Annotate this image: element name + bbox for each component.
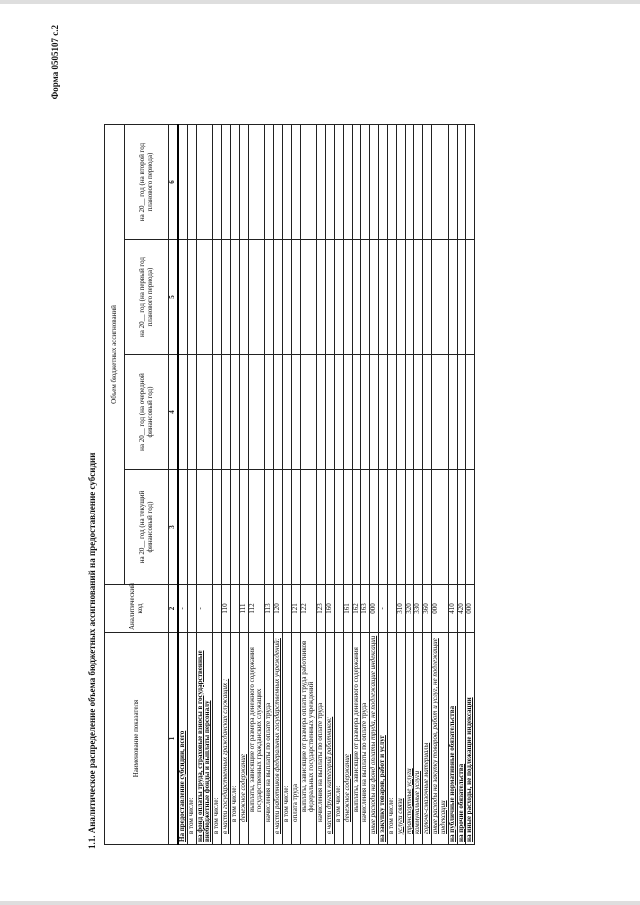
value-cell[interactable] — [432, 124, 449, 239]
table-row — [239, 124, 248, 844]
value-cell[interactable] — [361, 355, 370, 470]
value-cell[interactable] — [448, 124, 457, 239]
row-label: в том числе: — [282, 633, 291, 845]
header-plan-year-2: на 20__ год (на второй год планового периода) — [125, 124, 169, 239]
value-cell[interactable] — [326, 124, 335, 239]
value-cell[interactable] — [352, 355, 361, 470]
row-analytic-code: 163 — [361, 585, 370, 633]
value-cell[interactable] — [414, 124, 423, 239]
value-cell[interactable] — [230, 470, 239, 585]
value-cell[interactable] — [370, 124, 379, 239]
row-label: на публичные нормативные обязательства — [448, 633, 457, 845]
value-cell[interactable] — [239, 470, 248, 585]
form-number-label: Форма 0505107 с.2 — [50, 25, 60, 100]
row-label: в том числе: — [230, 633, 239, 845]
value-cell[interactable] — [213, 240, 222, 355]
value-cell[interactable] — [448, 470, 457, 585]
value-cell[interactable] — [222, 124, 231, 239]
value-cell[interactable] — [222, 470, 231, 585]
value-cell[interactable] — [387, 124, 396, 239]
scan-edge-bottom — [0, 901, 640, 905]
value-cell[interactable] — [213, 470, 222, 585]
row-label: выплаты, зависящие от размера денежного содержания государственных гражданских служащих — [248, 633, 265, 845]
row-analytic-code: 161 — [343, 585, 352, 633]
row-label: начисления на выплаты по оплате труда — [361, 633, 370, 845]
table-row — [274, 124, 283, 844]
value-cell[interactable] — [213, 124, 222, 239]
row-analytic-code: 111 — [239, 585, 248, 633]
value-cell[interactable] — [196, 124, 213, 239]
value-cell[interactable] — [239, 124, 248, 239]
value-cell[interactable] — [178, 240, 187, 355]
value-cell[interactable] — [343, 355, 352, 470]
row-label: в том числе: — [213, 633, 222, 845]
row-label: на фонд оплаты труда, страховые взносы в государственные внебюджетные фонды и выплаты персоналу — [196, 633, 213, 845]
row-analytic-code: 162 — [352, 585, 361, 633]
value-cell[interactable] — [343, 470, 352, 585]
row-label: оплата труда — [291, 633, 300, 845]
value-cell[interactable] — [405, 355, 414, 470]
row-analytic-code — [282, 585, 291, 633]
value-cell[interactable] — [239, 355, 248, 470]
value-cell[interactable] — [466, 470, 475, 585]
value-cell[interactable] — [265, 240, 274, 355]
row-label: выплаты, зависящие от размера денежного содержания — [352, 633, 361, 845]
value-cell[interactable] — [282, 124, 291, 239]
table-row — [230, 124, 239, 844]
row-label: горюче-смазочные материалы — [423, 633, 432, 845]
value-cell[interactable] — [300, 355, 317, 470]
table-row — [282, 124, 291, 844]
value-cell[interactable] — [300, 240, 317, 355]
value-cell[interactable] — [334, 355, 343, 470]
column-number: 2 — [169, 585, 179, 633]
value-cell[interactable] — [334, 124, 343, 239]
value-cell[interactable] — [423, 240, 432, 355]
value-cell[interactable] — [387, 470, 396, 585]
value-cell[interactable] — [352, 470, 361, 585]
value-cell[interactable] — [222, 355, 231, 470]
table-row — [396, 124, 405, 844]
row-analytic-code: 110 — [222, 585, 231, 633]
value-cell[interactable] — [432, 240, 449, 355]
header-analytic-code: Аналитический код — [105, 585, 169, 633]
value-cell[interactable] — [239, 240, 248, 355]
row-label: На предоставление субсидии, всего — [178, 633, 187, 845]
table-row — [248, 124, 265, 844]
row-analytic-code — [387, 585, 396, 633]
table-row — [178, 124, 187, 844]
value-cell[interactable] — [448, 240, 457, 355]
value-cell[interactable] — [230, 124, 239, 239]
value-cell[interactable] — [396, 240, 405, 355]
column-number: 6 — [169, 124, 179, 239]
value-cell[interactable] — [466, 124, 475, 239]
value-cell[interactable] — [317, 124, 326, 239]
value-cell[interactable] — [457, 240, 466, 355]
value-cell[interactable] — [178, 124, 187, 239]
value-cell[interactable] — [274, 355, 283, 470]
table-row — [414, 124, 423, 844]
row-label: в части других категорий работников: — [326, 633, 335, 845]
row-analytic-code: 160 — [326, 585, 335, 633]
table-row — [334, 124, 343, 844]
row-label: транспортные услуги — [405, 633, 414, 845]
value-cell[interactable] — [248, 124, 265, 239]
value-cell[interactable] — [405, 124, 414, 239]
value-cell[interactable] — [187, 470, 196, 585]
row-analytic-code: 310 — [396, 585, 405, 633]
header-plan-year-1: на 20__ год (на первый год планового периода) — [125, 240, 169, 355]
row-analytic-code: - — [196, 585, 213, 633]
table-row — [448, 124, 457, 844]
value-cell[interactable] — [387, 240, 396, 355]
value-cell[interactable] — [457, 355, 466, 470]
value-cell[interactable] — [423, 355, 432, 470]
row-analytic-code: 410 — [448, 585, 457, 633]
row-analytic-code: 000 — [466, 585, 475, 633]
value-cell[interactable] — [291, 355, 300, 470]
table-row — [326, 124, 335, 844]
rotated-form-page — [50, 25, 610, 875]
row-label: иные расходы на закупку товаров, работ и услуг, не подлежащие индексации — [432, 633, 449, 845]
value-cell[interactable] — [326, 355, 335, 470]
value-cell[interactable] — [291, 124, 300, 239]
row-analytic-code — [230, 585, 239, 633]
value-cell[interactable] — [196, 355, 213, 470]
row-analytic-code: 120 — [274, 585, 283, 633]
row-analytic-code: 113 — [265, 585, 274, 633]
row-analytic-code — [187, 585, 196, 633]
row-analytic-code: - — [178, 585, 187, 633]
row-label: начисления на выплаты по оплате труда — [265, 633, 274, 845]
value-cell[interactable] — [274, 240, 283, 355]
table-row — [387, 124, 396, 844]
value-cell[interactable] — [248, 470, 265, 585]
value-cell[interactable] — [317, 355, 326, 470]
value-cell[interactable] — [466, 240, 475, 355]
table-row — [466, 124, 475, 844]
row-analytic-code: 360 — [423, 585, 432, 633]
row-label: на закупку товаров, работ и услуг — [379, 633, 388, 845]
column-number: 3 — [169, 470, 179, 585]
value-cell[interactable] — [396, 124, 405, 239]
value-cell[interactable] — [370, 355, 379, 470]
value-cell[interactable] — [291, 470, 300, 585]
value-cell[interactable] — [379, 355, 388, 470]
table-row — [187, 124, 196, 844]
table-body — [178, 124, 475, 844]
value-cell[interactable] — [334, 470, 343, 585]
column-number: 1 — [169, 633, 179, 845]
column-number: 4 — [169, 355, 179, 470]
table-row — [196, 124, 213, 844]
value-cell[interactable] — [248, 240, 265, 355]
row-label: иные расходы на фонд оплаты труда, не подлежащие индексации — [370, 633, 379, 845]
value-cell[interactable] — [326, 470, 335, 585]
value-cell[interactable] — [361, 470, 370, 585]
value-cell[interactable] — [405, 240, 414, 355]
value-cell[interactable] — [265, 124, 274, 239]
value-cell[interactable] — [222, 240, 231, 355]
row-analytic-code — [334, 585, 343, 633]
value-cell[interactable] — [432, 355, 449, 470]
value-cell[interactable] — [457, 470, 466, 585]
value-cell[interactable] — [448, 355, 457, 470]
value-cell[interactable] — [379, 240, 388, 355]
value-cell[interactable] — [282, 470, 291, 585]
row-analytic-code: 121 — [291, 585, 300, 633]
value-cell[interactable] — [352, 124, 361, 239]
row-label: денежное содержание — [343, 633, 352, 845]
value-cell[interactable] — [282, 355, 291, 470]
value-cell[interactable] — [423, 470, 432, 585]
value-cell[interactable] — [352, 240, 361, 355]
row-analytic-code: 000 — [370, 585, 379, 633]
value-cell[interactable] — [466, 355, 475, 470]
row-label: денежное содержание — [239, 633, 248, 845]
section-title: 1.1. Аналитическое распределение объема бюджетных ассигнований на предоставление субсидии — [87, 452, 97, 849]
column-number: 5 — [169, 240, 179, 355]
value-cell[interactable] — [396, 355, 405, 470]
value-cell[interactable] — [213, 355, 222, 470]
value-cell[interactable] — [370, 240, 379, 355]
value-cell[interactable] — [300, 124, 317, 239]
value-cell[interactable] — [432, 470, 449, 585]
table-row — [300, 124, 317, 844]
value-cell[interactable] — [300, 470, 317, 585]
value-cell[interactable] — [414, 470, 423, 585]
header-next-year: на 20__ год (на очередной финансовый год) — [125, 355, 169, 470]
table-row — [379, 124, 388, 844]
value-cell[interactable] — [230, 355, 239, 470]
value-cell[interactable] — [274, 470, 283, 585]
table-row — [405, 124, 414, 844]
value-cell[interactable] — [265, 355, 274, 470]
value-cell[interactable] — [187, 240, 196, 355]
value-cell[interactable] — [196, 470, 213, 585]
row-analytic-code: - — [379, 585, 388, 633]
value-cell[interactable] — [187, 355, 196, 470]
value-cell[interactable] — [379, 470, 388, 585]
value-cell[interactable] — [282, 240, 291, 355]
value-cell[interactable] — [414, 355, 423, 470]
row-analytic-code: 000 — [432, 585, 449, 633]
value-cell[interactable] — [178, 470, 187, 585]
value-cell[interactable] — [187, 124, 196, 239]
value-cell[interactable] — [361, 240, 370, 355]
row-label: выплаты, зависящие от размера оплаты труда работников федеральных государственных учреждений — [300, 633, 317, 845]
table-row — [222, 124, 231, 844]
row-analytic-code: 123 — [317, 585, 326, 633]
value-cell[interactable] — [178, 355, 187, 470]
row-label: в части государственных гражданских служащих : — [222, 633, 231, 845]
value-cell[interactable] — [379, 124, 388, 239]
row-label: услуги связи — [396, 633, 405, 845]
row-label: на прочие обязательства — [457, 633, 466, 845]
value-cell[interactable] — [343, 240, 352, 355]
value-cell[interactable] — [248, 355, 265, 470]
row-label: на иные расходы, не подлежащие индексации — [466, 633, 475, 845]
row-label: в том числе: — [187, 633, 196, 845]
header-indicator-name: Наименование показателя — [105, 633, 169, 845]
subsidy-allocation-table — [104, 124, 475, 845]
row-label: в том числе: — [387, 633, 396, 845]
row-analytic-code: 122 — [300, 585, 317, 633]
header-budget-volume: Объем бюджетных ассигнований — [105, 124, 125, 584]
value-cell[interactable] — [274, 124, 283, 239]
value-cell[interactable] — [396, 470, 405, 585]
row-label: начисления на выплаты по оплате труда — [317, 633, 326, 845]
row-label: коммунальные услуги — [414, 633, 423, 845]
value-cell[interactable] — [291, 240, 300, 355]
value-cell[interactable] — [265, 470, 274, 585]
value-cell[interactable] — [334, 240, 343, 355]
scan-edge-top — [0, 0, 640, 4]
value-cell[interactable] — [230, 240, 239, 355]
table-row — [343, 124, 352, 844]
value-cell[interactable] — [387, 355, 396, 470]
value-cell[interactable] — [405, 470, 414, 585]
row-analytic-code: 112 — [248, 585, 265, 633]
header-current-year: на 20__ год (на текущий финансовый год) — [125, 470, 169, 585]
value-cell[interactable] — [317, 470, 326, 585]
value-cell[interactable] — [196, 240, 213, 355]
value-cell[interactable] — [423, 124, 432, 239]
value-cell[interactable] — [370, 470, 379, 585]
row-analytic-code: 330 — [414, 585, 423, 633]
value-cell[interactable] — [343, 124, 352, 239]
value-cell[interactable] — [414, 240, 423, 355]
value-cell[interactable] — [317, 240, 326, 355]
table-row — [432, 124, 449, 844]
row-analytic-code: 420 — [457, 585, 466, 633]
row-label: в части работников федеральных государственных учреждений: — [274, 633, 283, 845]
value-cell[interactable] — [326, 240, 335, 355]
value-cell[interactable] — [457, 124, 466, 239]
table-row — [291, 124, 300, 844]
value-cell[interactable] — [361, 124, 370, 239]
row-analytic-code: 320 — [405, 585, 414, 633]
row-label: в том числе: — [334, 633, 343, 845]
